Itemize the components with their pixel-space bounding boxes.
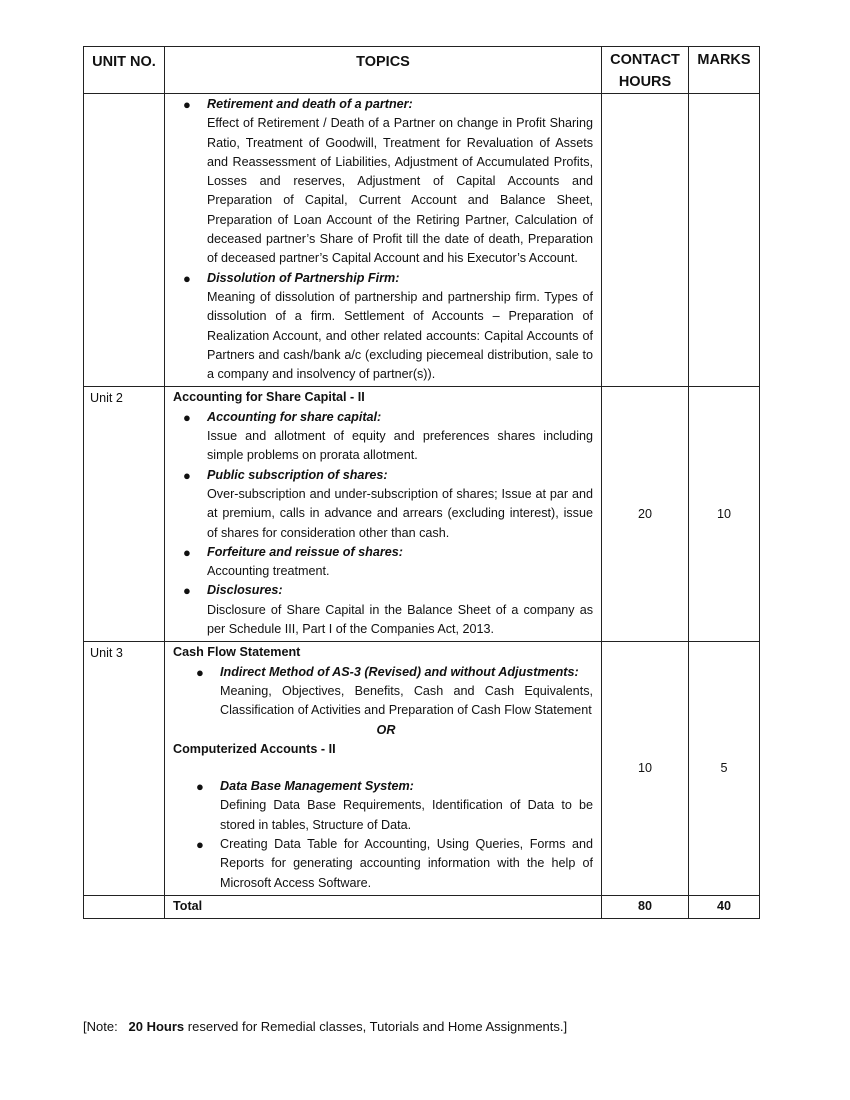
topic-title: Data Base Management System: (220, 779, 414, 794)
topic-text: Creating Data Table for Accounting, Using Queries, Forms and Reports for generating accounting information with the help of Microsoft Access Software. (220, 836, 593, 890)
topic-title: Dissolution of Partnership Firm: (207, 270, 400, 285)
list-item (173, 466, 593, 543)
header-unit-no: UNIT NO. (84, 47, 165, 94)
bullet-icon: ● (196, 664, 204, 680)
header-contact-hours: CONTACT HOURS (602, 47, 689, 94)
unit-heading-alternative: Computerized Accounts - II (173, 741, 336, 756)
table-row-unit1-continued (84, 94, 760, 387)
total-hours: 80 (602, 895, 689, 918)
topic-text: Meaning of dissolution of partnership and partnership firm. Types of dissolution of a firm. Settlement of Accounts – Preparation of Realization Account, and other related accounts: Capital Accounts of Partners and cash/bank a/c (excluding piecemeal distribution, sale to a company and insolvency of partner(s)). (207, 289, 593, 382)
hours-cell (602, 94, 689, 387)
topic-text: Effect of Retirement / Death of a Partner on change in Profit Sharing Ratio, Treatment of Goodwill, Treatment for Revaluation of Assets and Reassessment of Liabilities, Adjustment of Accumulated Profits, Losses and reserves, Adjustment of Capital Accounts and Preparation of Capital, Current Account and Balance Sheet, Preparation of Loan Account of the Retiring Partner, Calculation of deceased partner’s Share of Profit till the date of death, Preparation of deceased partner’s Capital Account and his Executor’s Account. (207, 116, 593, 266)
total-row (84, 895, 760, 918)
note-text: reserved for Remedial classes, Tutorials and Home Assignments.] (187, 1019, 568, 1034)
unit-cell (84, 895, 165, 918)
bullet-icon: ● (183, 467, 191, 483)
topic-list (173, 663, 593, 721)
marks-cell (689, 94, 760, 387)
unit-heading: Cash Flow Statement (173, 645, 301, 660)
bullet-icon: ● (196, 779, 204, 795)
bullet-icon: ● (183, 97, 191, 112)
topic-text: Defining Data Base Requirements, Identification of Data to be stored in tables, Structure of Data. (220, 798, 593, 832)
topic-title: Indirect Method of AS-3 (Revised) and without Adjustments: (220, 664, 579, 679)
hours-cell: 20 (602, 387, 689, 642)
topic-title: Accounting for share capital: (207, 409, 382, 424)
topic-title: Public subscription of shares: (207, 467, 388, 482)
topic-text: Meaning, Objectives, Benefits, Cash and Cash Equivalents, Classification of Activities and Preparation of Cash Flow Statement (220, 683, 593, 718)
bullet-icon: ● (183, 409, 191, 425)
list-item (173, 581, 593, 639)
total-label: Total (165, 895, 602, 918)
unit-cell: Unit 3 (84, 642, 165, 896)
topic-text: Issue and allotment of equity and preferences shares including simple problems on prorata allotment. (207, 429, 593, 463)
total-marks: 40 (689, 895, 760, 918)
list-item (173, 269, 593, 385)
topics-cell (165, 94, 602, 387)
topic-title: Retirement and death of a partner: (207, 97, 413, 111)
topic-text: Over-subscription and under-subscription of shares; Issue at par and at premium, calls in advance and arrears (excluding interest), issue of shares for consideration other than cash. (207, 486, 593, 540)
topic-list (173, 777, 593, 893)
note-prefix: [Note: (83, 1019, 118, 1034)
list-item (173, 543, 593, 582)
list-item (173, 835, 593, 893)
marks-cell: 5 (689, 642, 760, 896)
bullet-icon: ● (196, 836, 204, 852)
table-row-unit3 (84, 642, 760, 896)
list-item (173, 408, 593, 466)
unit-cell: Unit 2 (84, 387, 165, 642)
bullet-icon: ● (183, 583, 191, 599)
header-topics: TOPICS (165, 47, 602, 94)
topic-text: Disclosure of Share Capital in the Balance Sheet of a company as per Schedule III, Part I of the Companies Act, 2013. (207, 602, 593, 637)
topics-cell (165, 642, 602, 896)
list-item (173, 663, 593, 721)
topic-list (173, 408, 593, 640)
topic-title: Disclosures: (207, 583, 283, 598)
or-divider: OR (376, 722, 396, 737)
topic-list (173, 95, 593, 384)
header-row (84, 47, 760, 94)
hours-cell: 10 (602, 642, 689, 896)
topic-title: Forfeiture and reissue of shares: (207, 544, 403, 559)
unit-cell (84, 94, 165, 387)
header-marks: MARKS (689, 47, 760, 94)
topic-text: Accounting treatment. (207, 564, 330, 579)
marks-cell: 10 (689, 387, 760, 642)
topics-cell (165, 387, 602, 642)
list-item (173, 95, 593, 269)
table-row-unit2 (84, 387, 760, 642)
list-item (173, 777, 593, 835)
note-hours: 20 Hours (128, 1019, 185, 1034)
bullet-icon: ● (183, 270, 191, 286)
footnote (83, 1019, 567, 1034)
unit-heading: Accounting for Share Capital - II (173, 390, 365, 405)
bullet-icon: ● (183, 544, 191, 560)
syllabus-table (83, 46, 760, 919)
